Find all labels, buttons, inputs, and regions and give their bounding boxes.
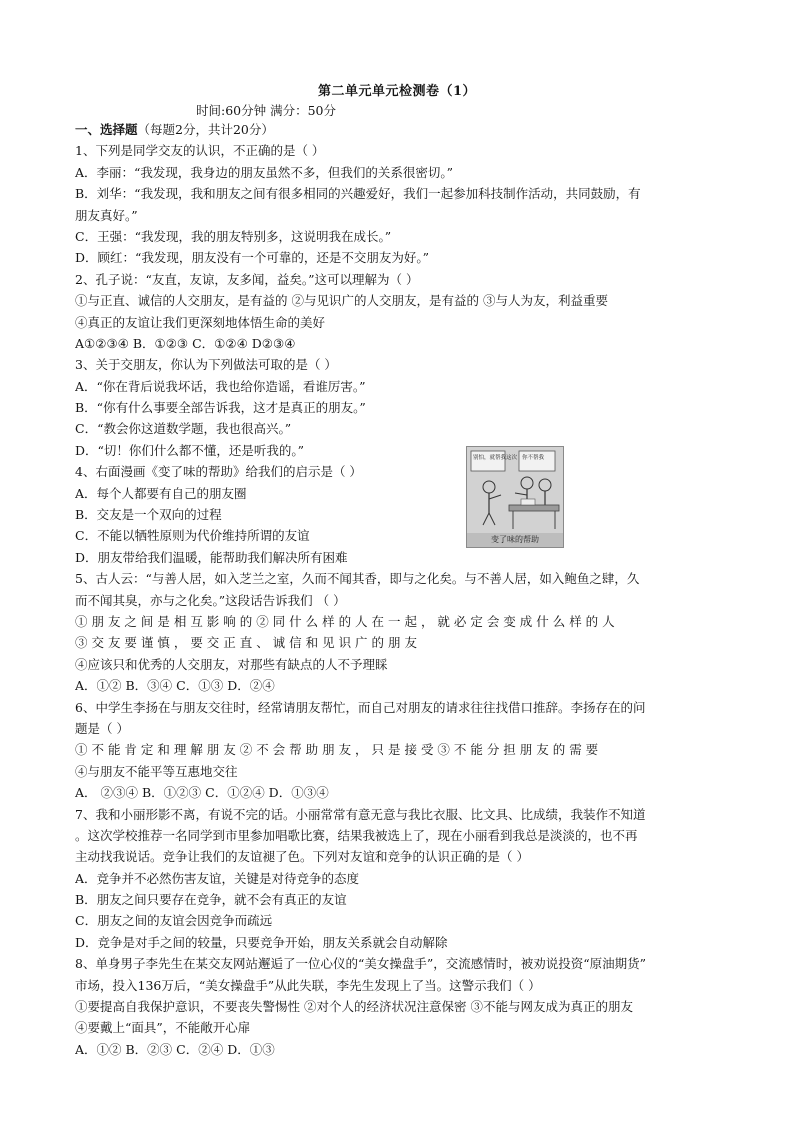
answer-choices: A． ②③④ B．①②③ C．①②④ D．①③④ bbox=[75, 785, 329, 801]
question-7 bbox=[75, 804, 721, 954]
option-line: ① 不 能 肯 定 和 理 解 朋 友 ② 不 会 帮 助 朋 友 ， 只 是 接 受 ③ 不 能 分 担 朋 友 的 需 要 bbox=[75, 742, 599, 758]
option-line: ① 朋 友 之 间 是 相 互 影 响 的 ② 同 什 么 样 的 人 在 一 起 ， 就 必 定 会 变 成 什 么 样 的 人 bbox=[75, 613, 615, 629]
question-line: 7、我和小丽形影不离，有说不完的话。小丽常常有意无意与我比衣服、比文具、比成绩，我装作不知道 bbox=[75, 806, 646, 822]
section-note: （每题2分，共计20分） bbox=[137, 122, 274, 137]
option-line: ④应该只和优秀的人交朋友，对那些有缺点的人不予理睬 bbox=[75, 656, 388, 672]
question-line: 3、关于交朋友，你认为下列做法可取的是（ ） bbox=[75, 357, 337, 373]
answer-choices: A①②③④ B．①②③ C．①②④ D②③④ bbox=[75, 335, 296, 351]
bubble-left-text: 别怕，就帮我这次 bbox=[473, 455, 518, 461]
question-line: 1、下列是同学交友的认识，不正确的是（ ） bbox=[75, 143, 325, 159]
question-line: 题是（ ） bbox=[75, 720, 129, 736]
option-line: A．每个人都要有自己的朋友圈 bbox=[75, 485, 247, 501]
question-line: 市场，投入136万后，“美女操盘手”从此失联，李先生发现上了当。这警示我们（ ） bbox=[75, 977, 541, 993]
option-line: ①与正直、诚信的人交朋友，是有益的 ②与见识广的人交朋友，是有益的 ③与人为友，利益重要 bbox=[75, 293, 608, 309]
comic-drawing bbox=[467, 447, 563, 533]
option-line: B．朋友之间只要存在竞争，就不会有真正的友谊 bbox=[75, 892, 347, 908]
answer-choices: A．①② B．②③ C．②④ D．①③ bbox=[75, 1041, 275, 1057]
option-line: D．朋友带给我们温暖，能帮助我们解决所有困难 bbox=[75, 549, 348, 565]
question-line: 2、孔子说：“友直，友谅，友多闻，益矣。”这可以理解为（ ） bbox=[75, 271, 419, 287]
option-line: C．王强：“我发现，我的朋友特别多，这说明我在成长。” bbox=[75, 228, 392, 244]
option-line: C．不能以牺牲原则为代价维持所谓的友谊 bbox=[75, 528, 310, 544]
speech-bubble-right bbox=[519, 451, 555, 471]
question-line: 4、右面漫画《变了味的帮助》给我们的启示是（ ） bbox=[75, 464, 362, 480]
comic-caption: 变了味的帮助 bbox=[467, 533, 563, 547]
answer-choices: A．①② B．③④ C．①③ D．②④ bbox=[75, 678, 275, 694]
option-line: ①要提高自我保护意识，不要丧失警惕性 ②对个人的经济状况注意保密 ③不能与网友成为真正的朋友 bbox=[75, 999, 633, 1015]
option-line: 朋友真好。” bbox=[75, 207, 138, 223]
option-line: A．“你在背后说我坏话，我也给你造谣，看谁厉害。” bbox=[75, 378, 366, 394]
page-title: 第二单元单元检测卷（1） bbox=[317, 84, 477, 99]
section-heading bbox=[75, 119, 721, 140]
bubble-right-text: 你不帮我 bbox=[522, 455, 545, 461]
option-line: B．刘华：“我发现，我和朋友之间有很多相同的兴趣爱好，我们一起参加科技制作活动，共同鼓励，有 bbox=[75, 186, 641, 202]
question-line: 而不闻其臭，亦与之化矣。”这段话告诉我们 （ ） bbox=[75, 592, 346, 608]
exam-meta: 时间:60分钟 满分：50分 bbox=[196, 103, 336, 118]
question-8 bbox=[75, 953, 721, 1060]
speech-bubble-left bbox=[471, 451, 505, 471]
option-line: C．“教会你这道数学题，我也很高兴。” bbox=[75, 421, 292, 437]
comic-illustration bbox=[466, 446, 564, 548]
option-line: A．竞争并不必然伤害友谊，关键是对待竞争的态度 bbox=[75, 870, 360, 886]
question-5 bbox=[75, 568, 721, 696]
question-6 bbox=[75, 697, 721, 804]
option-line: A．李丽：“我发现，我身边的朋友虽然不多，但我们的关系很密切。” bbox=[75, 164, 454, 180]
question-line: 5、古人云：“与善人居，如入芝兰之室，久而不闻其香，即与之化矣。与不善人居，如入鲍鱼之肆，久 bbox=[75, 571, 640, 587]
question-4 bbox=[75, 461, 721, 568]
question-area bbox=[75, 119, 721, 1060]
question-line: 8、单身男子李先生在某交友网站邂逅了一位心仪的“美女操盘手”，交流感情时，被劝说投资“原油期货” bbox=[75, 956, 647, 972]
question-2 bbox=[75, 269, 721, 355]
question-line: 6、中学生李扬在与朋友交往时，经常请朋友帮忙，而自己对朋友的请求往往找借口推辞。李扬存在的问 bbox=[75, 699, 646, 715]
option-line: B．“你有什么事要全部告诉我，这才是真正的朋友。” bbox=[75, 400, 366, 416]
option-line: ④与朋友不能平等互惠地交往 bbox=[75, 763, 238, 779]
option-line: ③ 交 友 要 谨 慎 ， 要 交 正 直 、 诚 信 和 见 识 广 的 朋 友 bbox=[75, 635, 417, 651]
option-line: C．朋友之间的友谊会因竞争而疏远 bbox=[75, 913, 273, 929]
question-line: 。这次学校推荐一名同学到市里参加唱歌比赛，结果我被选上了，现在小丽看到我总是淡淡的，也不再 bbox=[75, 827, 638, 843]
question-line: 主动找我说话。竞争让我们的友谊褪了色。下列对友谊和竞争的认识正确的是（ ） bbox=[75, 849, 529, 865]
section-title: 一、选择题 bbox=[75, 122, 138, 137]
question-1 bbox=[75, 140, 721, 268]
option-line: ④要戴上“面具”，不能敞开心扉 bbox=[75, 1020, 251, 1036]
option-line: B．交友是一个双向的过程 bbox=[75, 507, 222, 523]
option-line: ④真正的友谊让我们更深刻地体悟生命的美好 bbox=[75, 314, 326, 330]
question-3 bbox=[75, 354, 721, 461]
option-line: D．竞争是对手之间的较量，只要竞争开始，朋友关系就会自动解除 bbox=[75, 934, 448, 950]
option-line: D．“切！你们什么都不懂，还是听我的。” bbox=[75, 442, 305, 458]
option-line: D．顾红：“我发现，朋友没有一个可靠的，还是不交朋友为好。” bbox=[75, 250, 430, 266]
